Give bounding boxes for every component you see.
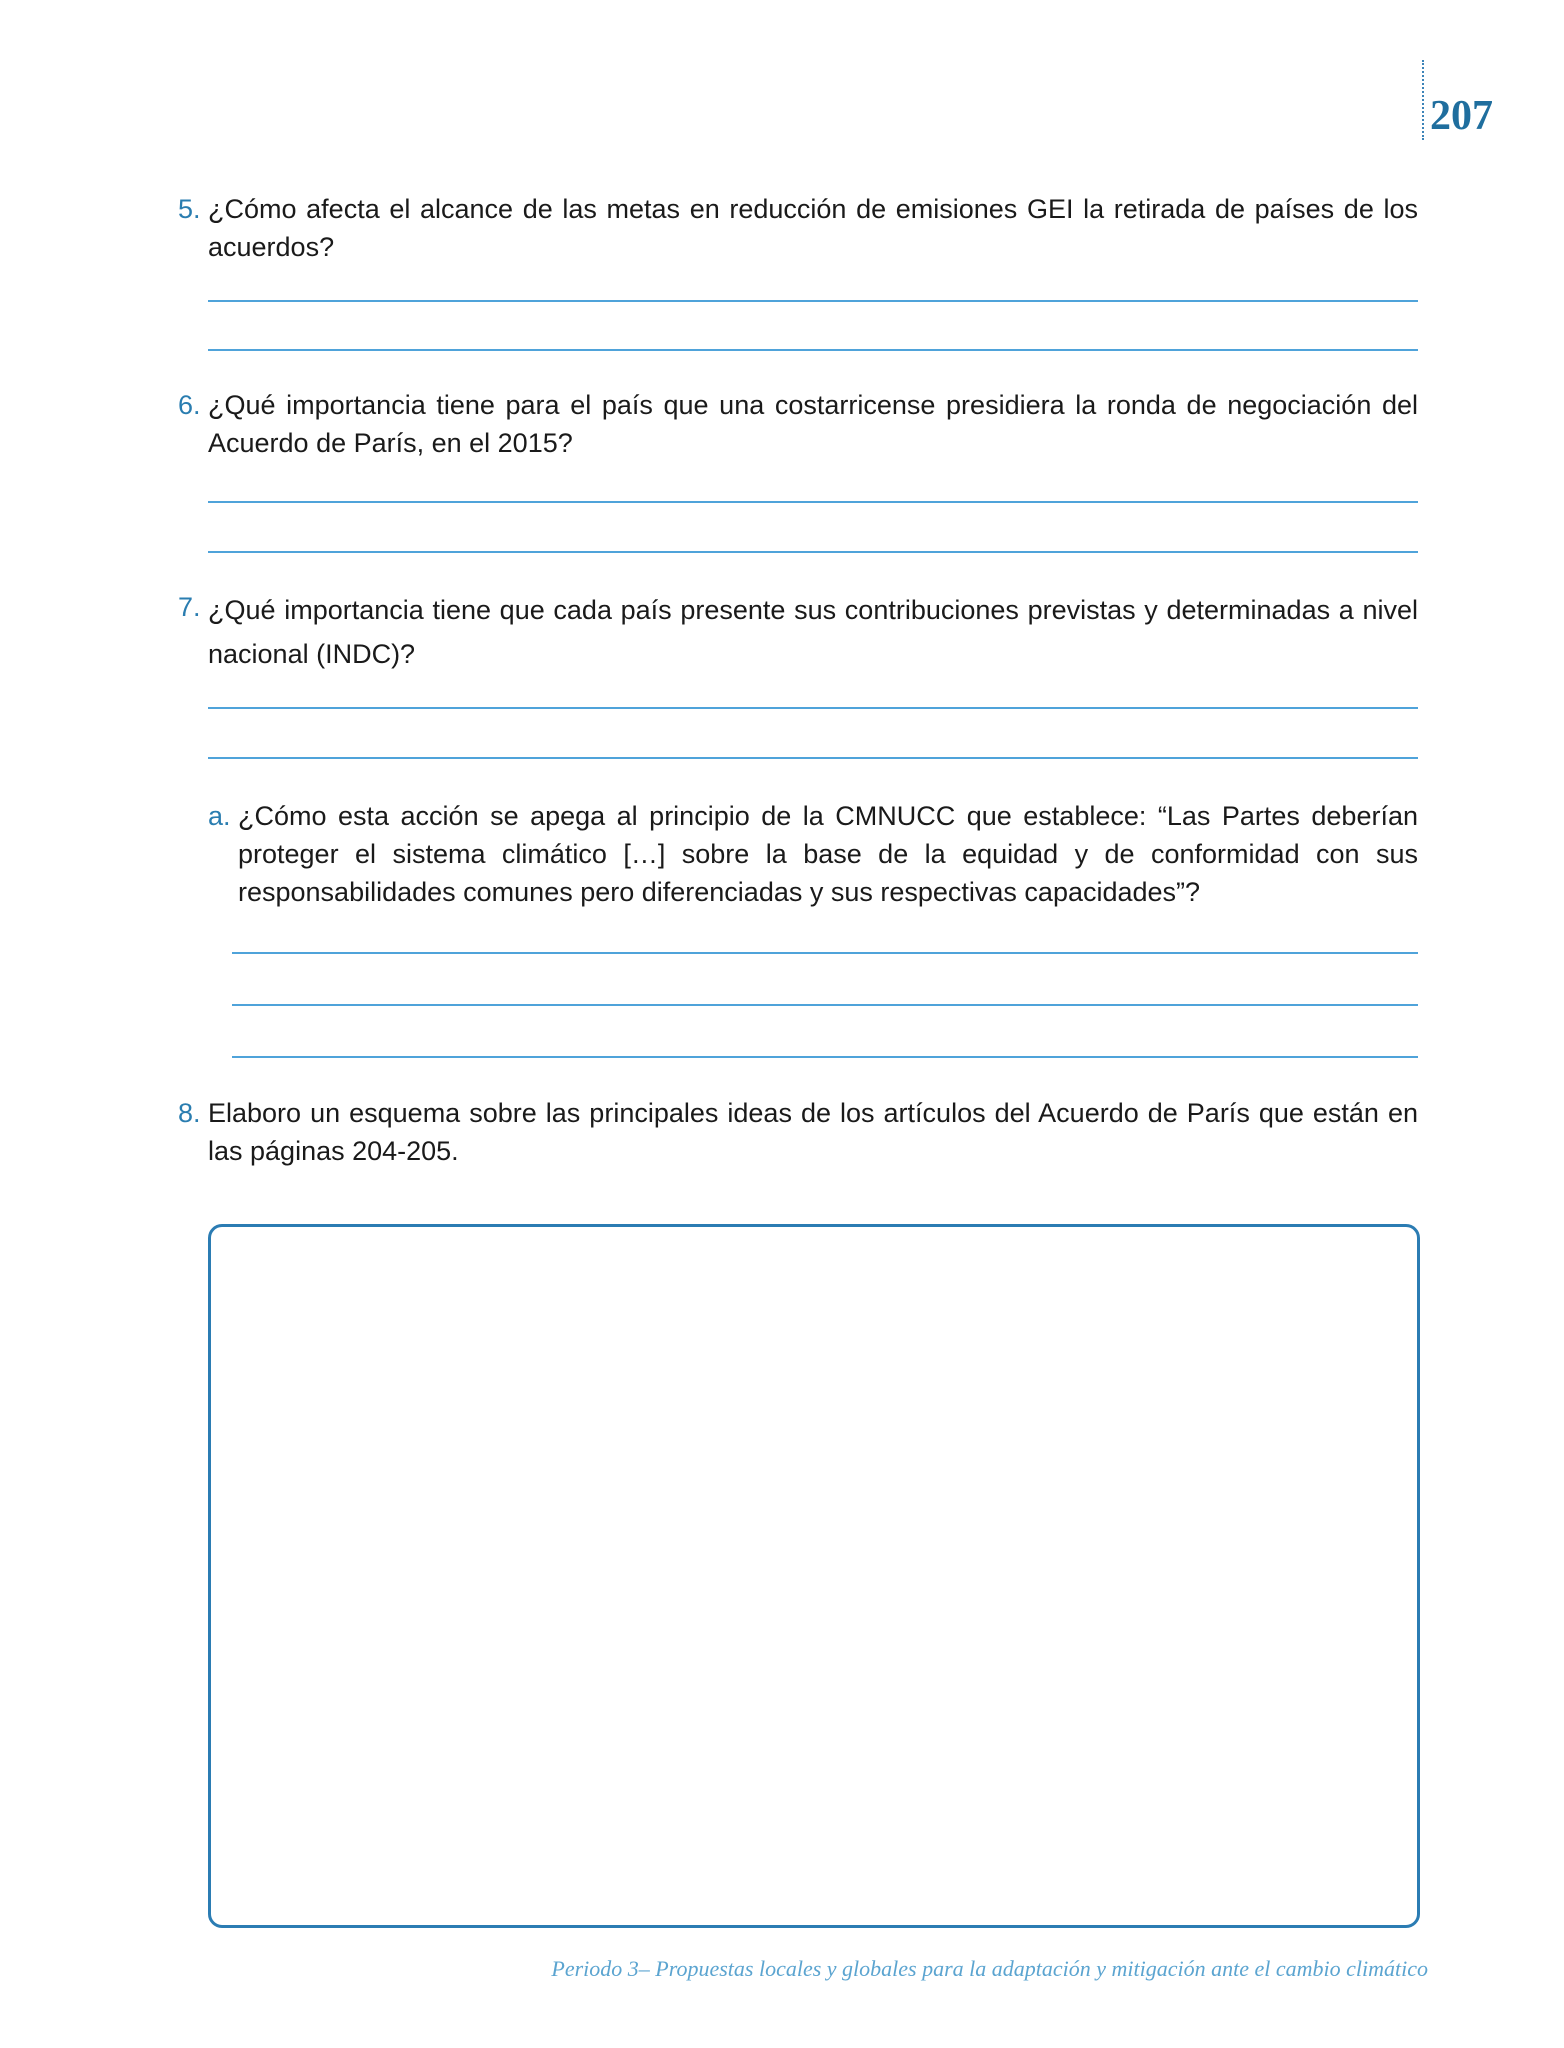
- question-text: ¿Qué importancia tiene para el país que una costarricense presidiera la ronda de negociación del Acuerdo de París, en el 2015?: [208, 390, 1418, 458]
- answer-line[interactable]: [208, 501, 1418, 503]
- sub-question-7a: [208, 797, 1418, 911]
- question-text: ¿Cómo afecta el alcance de las metas en reducción de emisiones GEI la retirada de países de los acuerdos?: [208, 194, 1418, 262]
- answer-line[interactable]: [208, 757, 1418, 759]
- question-number: 7.: [178, 592, 201, 622]
- answer-line[interactable]: [208, 551, 1418, 553]
- question-number: 5.: [178, 194, 201, 224]
- answer-line[interactable]: [208, 300, 1418, 302]
- answer-line[interactable]: [232, 1004, 1418, 1006]
- question-text: ¿Qué importancia tiene que cada país presente sus contribuciones previstas y determinadas a nivel nacional (INDC)?: [208, 595, 1418, 669]
- sub-question-text: ¿Cómo esta acción se apega al principio de la CMNUCC que establece: “Las Partes deberían proteger el sistema climático […] sobre la base de la equidad y de conformidad con sus responsabilidades comunes pero diferenciadas y sus respectivas capacidades”?: [238, 801, 1418, 907]
- page-footer: Periodo 3– Propuestas locales y globales para la adaptación y mitigación ante el cambio climático: [551, 1956, 1428, 1981]
- question-6: [178, 386, 1418, 462]
- page-number: 207: [1430, 93, 1493, 139]
- answer-line[interactable]: [208, 707, 1418, 709]
- question-8: [178, 1094, 1418, 1170]
- answer-line[interactable]: [232, 952, 1418, 954]
- question-5: [178, 190, 1418, 266]
- diagram-answer-box[interactable]: [208, 1224, 1420, 1928]
- question-number: 8.: [178, 1098, 201, 1128]
- question-text: Elaboro un esquema sobre las principales ideas de los artículos del Acuerdo de París que están en las páginas 204-205.: [208, 1098, 1418, 1166]
- question-number: 6.: [178, 390, 201, 420]
- answer-line[interactable]: [232, 1056, 1418, 1058]
- answer-line[interactable]: [208, 349, 1418, 351]
- page-number-divider: [1422, 60, 1424, 140]
- sub-question-letter: a.: [208, 801, 231, 831]
- question-7: [178, 588, 1418, 676]
